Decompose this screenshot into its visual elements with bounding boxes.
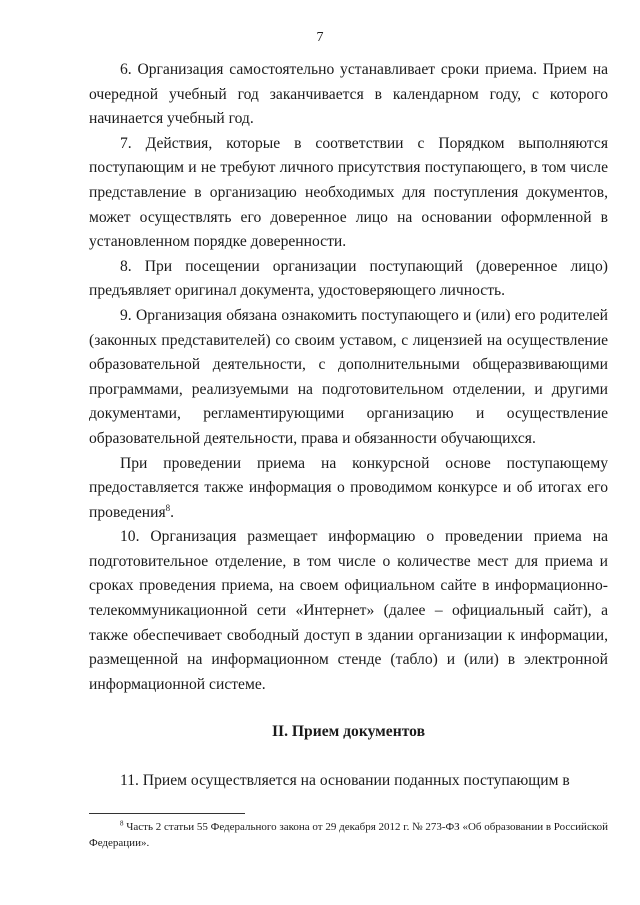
paragraph-10: 10. Организация размещает информацию о проведении приема на подготовительное отделение, в том числе о количестве мест для приема и сроках проведения приема, на своем официальном сайте в информационно-телекоммуникационной сети «Интернет» (далее – официальный сайт), а также обеспечивает свободный доступ в здании организации к информации, размещенной на информационном стенде (табло) и (или) в электронной информационной системе. bbox=[89, 528, 608, 693]
paragraph-9-competition-end: . bbox=[170, 503, 175, 521]
paragraph-6: 6. Организация самостоятельно устанавливает сроки приема. Прием на очередной учебный год заканчивается в календарном году, с которого начинается учебный год. bbox=[89, 61, 608, 128]
footnote-reference: 8 bbox=[165, 502, 171, 513]
paragraph-8: 8. При посещении организации поступающий (доверенное лицо) предъявляет оригинал документа, удостоверяющего личность. bbox=[89, 257, 608, 300]
paragraph-9: 9. Организация обязана ознакомить поступающего и (или) его родителей (законных представителей) со своим уставом, с лицензией на осуществление образовательной деятельности, с дополнительными общеразвивающими программами, реализуемыми на подготовительном отделении, и другими документами, регламентирующими организацию и осуществление образовательной деятельности, права и обязанности обучающихся. bbox=[89, 306, 608, 447]
footnote-divider bbox=[89, 813, 245, 814]
section-heading: II. Прием документов bbox=[271, 723, 425, 741]
paragraph-11: 11. Прием осуществляется на основании поданных поступающим в bbox=[120, 772, 570, 790]
document-body bbox=[89, 58, 608, 794]
paragraph-7: 7. Действия, которые в соответствии с Порядком выполняются поступающим и не требуют личного присутствия поступающего, в том числе представление в организацию необходимых для поступления документов, может осуществлять его доверенное лицо на основании оформленной в установленном порядке доверенности. bbox=[89, 134, 608, 251]
footnote-text: Часть 2 статьи 55 Федерального закона от 29 декабря 2012 г. № 273-ФЗ «Об образовании в Российской Федерации». bbox=[89, 821, 608, 849]
paragraph-9-competition-text: При проведении приема на конкурсной основе поступающему предоставляется также информация о проводимом конкурсе и об итогах его проведения bbox=[89, 454, 608, 521]
page-number: 7 bbox=[316, 30, 324, 45]
paragraph-9-competition bbox=[89, 452, 608, 526]
footnote bbox=[89, 820, 608, 851]
footnote-marker: 8 bbox=[120, 819, 124, 828]
